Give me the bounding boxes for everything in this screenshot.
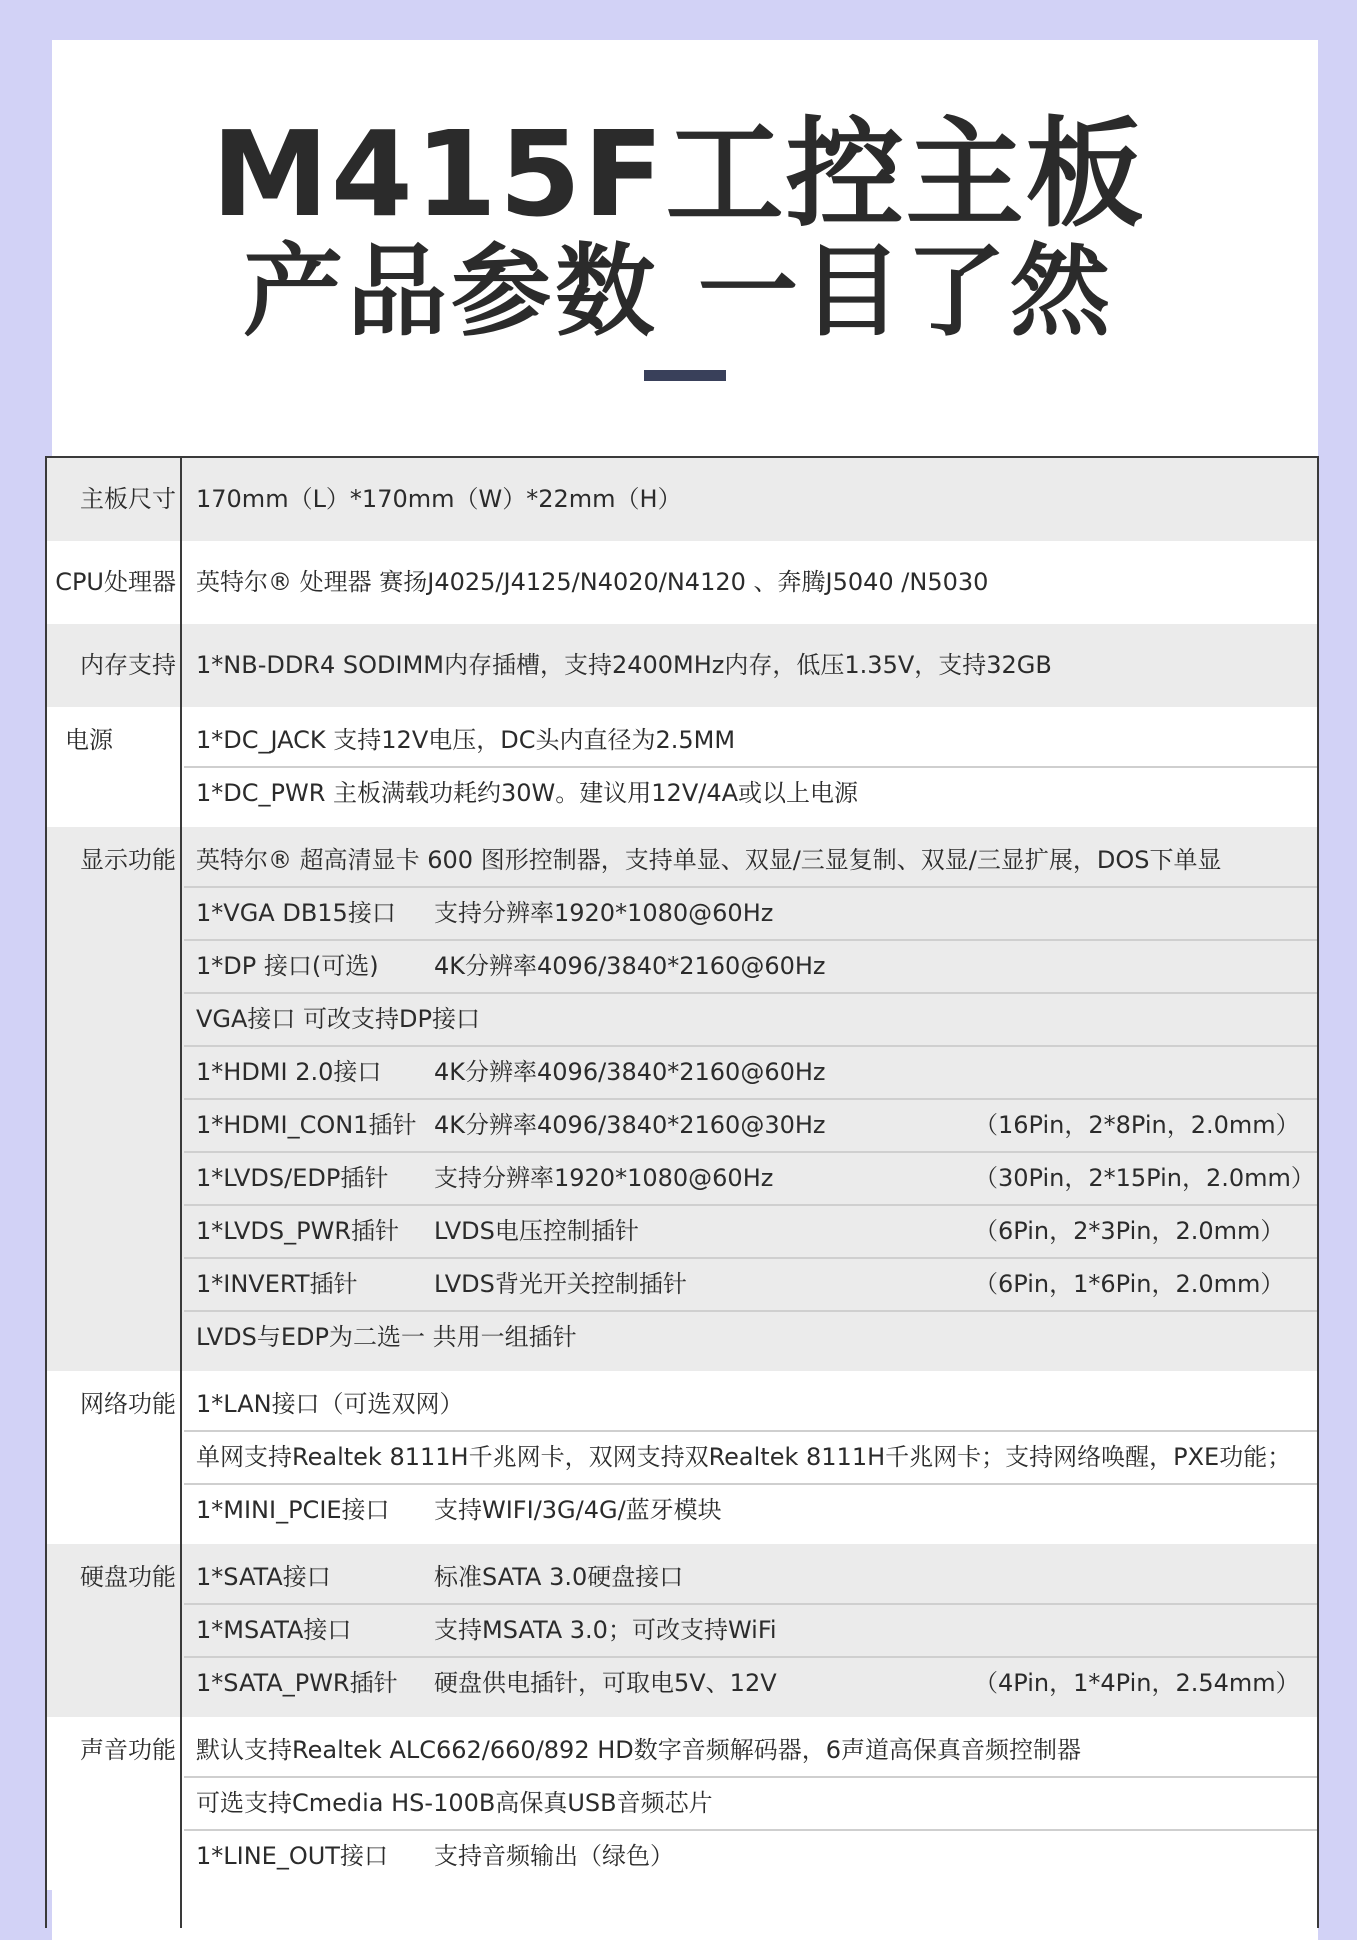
spec-detail: 支持分辨率1920*1080@60Hz <box>434 1164 774 1192</box>
spec-label: 内存支持 <box>80 651 176 679</box>
spec-pin-info: （6Pin，1*6Pin，2.0mm） <box>974 1270 1285 1298</box>
spec-detail: 4K分辨率4096/3840*2160@30Hz <box>434 1111 826 1139</box>
spec-detail: 硬盘供电插针，可取电5V、12V <box>434 1669 777 1697</box>
spec-detail: 4K分辨率4096/3840*2160@60Hz <box>434 952 826 980</box>
spec-value: 170mm（L）*170mm（W）*22mm（H） <box>196 485 682 513</box>
spec-row <box>184 1483 1317 1536</box>
spec-group-display <box>47 827 1317 1371</box>
spec-value: 1*DC_PWR 主板满载功耗约30W。建议用12V/4A或以上电源 <box>196 779 859 807</box>
spec-label: 网络功能 <box>80 1390 176 1418</box>
spec-label: CPU处理器 <box>55 568 176 596</box>
spec-detail: 4K分辨率4096/3840*2160@60Hz <box>434 1058 826 1086</box>
spec-row <box>184 715 1317 766</box>
spec-row <box>184 1552 1317 1603</box>
spec-value: 1*LVDS_PWR插针 <box>196 1217 400 1245</box>
spec-row <box>184 474 1317 525</box>
spec-row <box>184 557 1317 608</box>
spec-row <box>184 1776 1317 1829</box>
spec-value: 1*HDMI 2.0接口 <box>196 1058 382 1086</box>
spec-pin-info: （16Pin，2*8Pin，2.0mm） <box>974 1111 1300 1139</box>
spec-value: 默认支持Realtek ALC662/660/892 HD数字音频解码器，6声道高保真音频控制器 <box>196 1736 1082 1764</box>
spec-detail: LVDS背光开关控制插针 <box>434 1270 687 1298</box>
page-subtitle: 产品参数 一目了然 <box>243 233 1114 350</box>
spec-value: 1*VGA DB15接口 <box>196 899 396 927</box>
spec-detail: 支持音频输出（绿色） <box>434 1842 674 1870</box>
spec-detail: 支持分辨率1920*1080@60Hz <box>434 899 774 927</box>
spec-value: 1*SATA接口 <box>196 1563 331 1591</box>
spec-label: 主板尺寸 <box>80 485 176 513</box>
spec-detail: 支持WIFI/3G/4G/蓝牙模块 <box>434 1496 722 1524</box>
spec-pin-info: （4Pin，1*4Pin，2.54mm） <box>974 1669 1300 1697</box>
spec-value: 英特尔® 超高清显卡 600 图形控制器，支持单显、双显/三显复制、双显/三显扩展，DOS下单显 <box>196 846 1222 874</box>
spec-value: 1*MINI_PCIE接口 <box>196 1496 390 1524</box>
spec-group-storage <box>47 1544 1317 1717</box>
spec-value: 英特尔® 处理器 赛扬J4025/J4125/N4020/N4120 、奔腾J5040 /N5030 <box>196 568 989 596</box>
spec-value: 1*MSATA接口 <box>196 1616 352 1644</box>
spec-label: 硬盘功能 <box>80 1563 176 1591</box>
page-title: M415F工控主板 <box>211 105 1146 243</box>
spec-value: 1*SATA_PWR插针 <box>196 1669 398 1697</box>
spec-table <box>45 456 1319 1928</box>
spec-row <box>184 1098 1317 1151</box>
spec-group-cpu <box>47 541 1317 624</box>
spec-value: 1*DC_JACK 支持12V电压，DC头内直径为2.5MM <box>196 726 736 754</box>
spec-label: 电源 <box>65 726 113 754</box>
spec-group-memory <box>47 624 1317 707</box>
spec-row <box>184 1725 1317 1776</box>
spec-value: 可选支持Cmedia HS-100B高保真USB音频芯片 <box>196 1789 713 1817</box>
spec-row <box>184 835 1317 886</box>
spec-value: VGA接口 可改支持DP接口 <box>196 1005 481 1033</box>
title-divider <box>644 370 726 381</box>
spec-pin-info: （30Pin，2*15Pin，2.0mm） <box>974 1164 1315 1192</box>
spec-value: 1*HDMI_CON1插针 <box>196 1111 417 1139</box>
spec-pin-info: （6Pin，2*3Pin，2.0mm） <box>974 1217 1285 1245</box>
spec-label: 显示功能 <box>80 846 176 874</box>
spec-value: 1*INVERT插针 <box>196 1270 358 1298</box>
spec-row <box>184 1310 1317 1363</box>
spec-value: 单网支持Realtek 8111H千兆网卡，双网支持双Realtek 8111H千兆网卡；支持网络唤醒，PXE功能； <box>196 1443 1292 1471</box>
column-divider <box>180 458 182 1928</box>
spec-row <box>184 1430 1317 1483</box>
spec-row <box>184 1204 1317 1257</box>
spec-row <box>184 939 1317 992</box>
spec-row <box>184 1603 1317 1656</box>
spec-value: 1*LVDS/EDP插针 <box>196 1164 389 1192</box>
spec-row <box>184 1257 1317 1310</box>
spec-row <box>184 766 1317 819</box>
spec-label: 声音功能 <box>80 1736 176 1764</box>
spec-row <box>184 1045 1317 1098</box>
spec-row <box>184 1379 1317 1430</box>
spec-value: 1*DP 接口(可选) <box>196 952 379 980</box>
spec-row <box>184 1151 1317 1204</box>
spec-value: 1*NB-DDR4 SODIMM内存插槽，支持2400MHz内存，低压1.35V，支持32GB <box>196 651 1052 679</box>
spec-detail: 支持MSATA 3.0；可改支持WiFi <box>434 1616 777 1644</box>
spec-detail: 标准SATA 3.0硬盘接口 <box>434 1563 684 1591</box>
spec-row <box>184 640 1317 691</box>
spec-group-network <box>47 1371 1317 1544</box>
spec-group-audio <box>47 1717 1317 1890</box>
spec-group-power <box>47 707 1317 827</box>
spec-detail: LVDS电压控制插针 <box>434 1217 639 1245</box>
spec-row <box>184 992 1317 1045</box>
spec-row <box>184 1656 1317 1709</box>
spec-row <box>184 886 1317 939</box>
spec-row <box>184 1829 1317 1882</box>
spec-group-board-size <box>47 458 1317 541</box>
spec-value: 1*LINE_OUT接口 <box>196 1842 388 1870</box>
spec-value: LVDS与EDP为二选一 共用一组插针 <box>196 1323 577 1351</box>
spec-value: 1*LAN接口（可选双网） <box>196 1390 464 1418</box>
